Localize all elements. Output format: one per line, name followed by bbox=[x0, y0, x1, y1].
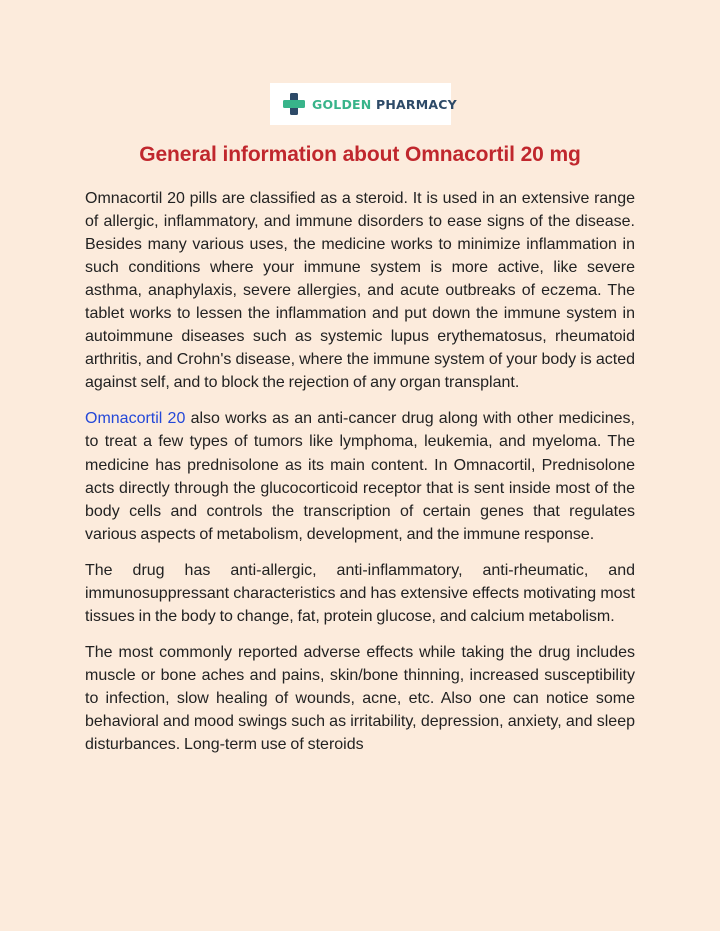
omnacortil-20-link[interactable]: Omnacortil 20 bbox=[85, 410, 186, 428]
logo-word-golden: GOLDEN bbox=[312, 96, 372, 112]
pharmacy-cross-icon bbox=[282, 92, 306, 116]
paragraph-4: The most commonly reported adverse effects while taking the drug includes muscle or bone aches and pains, skin/bone thinning, increased susceptibility to infection, slow healing of wounds, acne, etc. Also one can notice some behavioral and mood swings such as irritability, depression, anxiety, and sleep disturbances. Long-term use of steroids bbox=[85, 643, 635, 754]
logo-word-pharmacy: PHARMACY bbox=[376, 96, 457, 112]
cross-horizontal-bar bbox=[283, 100, 305, 108]
paragraph-2 bbox=[85, 407, 635, 545]
paragraph-1: Omnacortil 20 pills are classified as a steroid. It is used in an extensive range of allergic, inflammatory, and immune disorders to ease signs of the disease. Besides many various uses, the medicine works to minimize inflammation in such conditions where your immune system is more active, like severe asthma, anaphylaxis, severe allergies, and acute outbreaks of eczema. The tablet works to lessen the inflammation and put down the immune system in autoimmune diseases such as systemic lupus erythematosus, rheumatoid arthritis, and Crohn's disease, where the immune system of your body is acted against self, and to block the rejection of any organ transplant. bbox=[85, 190, 635, 392]
logo-wordmark bbox=[312, 97, 457, 112]
page-title: General information about Omnacortil 20 mg bbox=[139, 143, 581, 166]
paragraph-3: The drug has anti-allergic, anti-inflammatory, anti-rheumatic, and immunosuppressant characteristics and has extensive effects motivating most tissues in the body to change, fat, protein glucose, and calcium metabolism. bbox=[85, 561, 635, 625]
article-body bbox=[85, 187, 635, 769]
paragraph-2-text: also works as an anti-cancer drug along with other medicines, to treat a few types of tumors like lymphoma, leukemia, and myeloma. The medicine has prednisolone as its main content. In Omnacortil, Prednisolone acts directly through the glucocorticoid receptor that is sent inside most of the body cells and controls the transcription of certain genes that regulates various aspects of metabolism, development, and the immune response. bbox=[85, 410, 635, 543]
golden-pharmacy-logo bbox=[270, 83, 457, 125]
